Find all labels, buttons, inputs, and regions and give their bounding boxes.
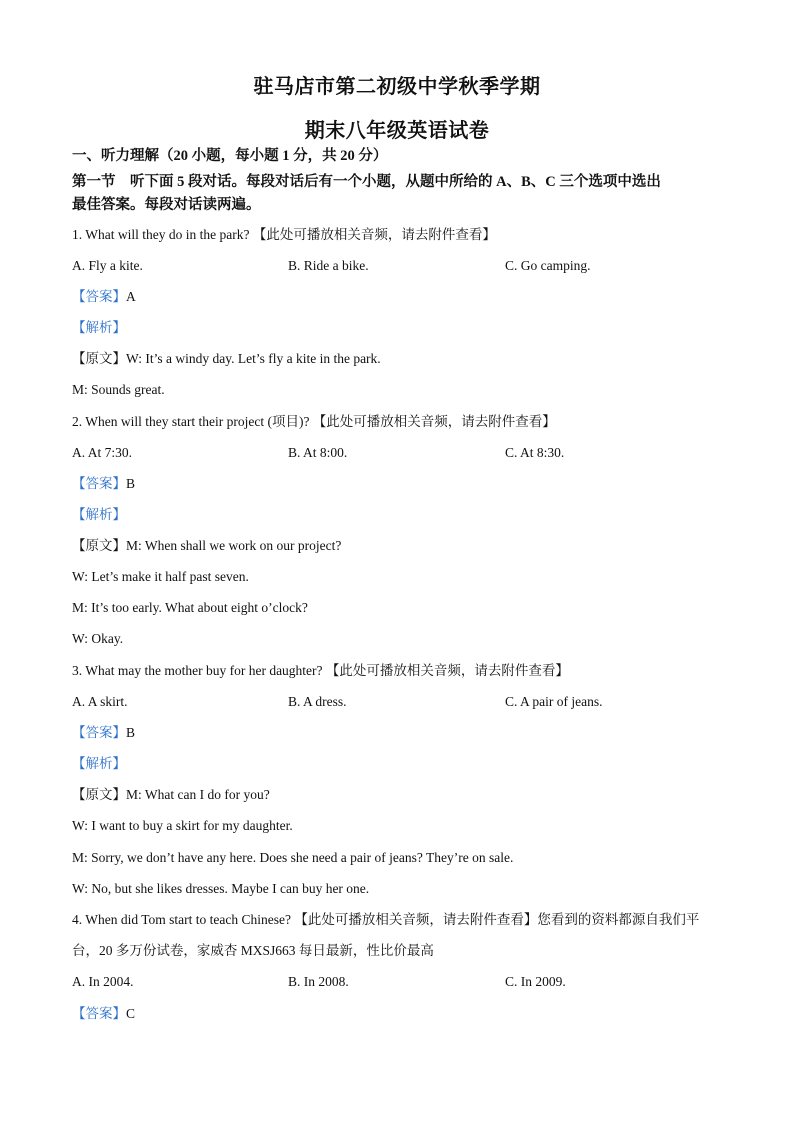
original-label: 【原文】 [72,538,126,553]
q3-option-b: B. A dress. [288,694,347,709]
q2-analysis-label: 【解析】 [72,507,126,522]
answer-value: B [126,725,136,740]
question-3: 3. What may the mother buy for her daughter? 【此处可播放相关音频，请去附件查看】 [72,663,569,678]
original-text: M: When shall we work on our project? [126,538,342,553]
question-1: 1. What will they do in the park? 【此处可播放相关音频，请去附件查看】 [72,227,496,242]
q3-analysis-label: 【解析】 [72,756,126,771]
answer-label: 【答案】 [72,476,126,491]
q1-option-c: C. Go camping. [505,258,591,273]
q1-option-b: B. Ride a bike. [288,258,369,273]
q1-analysis-label: 【解析】 [72,320,126,335]
original-text: M: What can I do for you? [126,787,270,802]
q2-answer [72,474,732,494]
q2-original-3: M: It’s too early. What about eight o’clock? [72,600,308,615]
q1-answer [72,287,732,307]
q2-original-2: W: Let’s make it half past seven. [72,569,249,584]
question-4: 4. When did Tom start to teach Chinese? 【此处可播放相关音频，请去附件查看】您看到的资料都源自我们平 [72,912,700,927]
q2-option-b: B. At 8:00. [288,445,348,460]
q2-option-a: A. At 7:30. [72,445,133,460]
q2-original-4: W: Okay. [72,631,124,646]
answer-label: 【答案】 [72,725,126,740]
answer-value: B [126,476,136,491]
q4-option-b: B. In 2008. [288,974,349,989]
q3-original-2: W: I want to buy a skirt for my daughter. [72,818,293,833]
q2-option-c: C. At 8:30. [505,445,565,460]
answer-value: A [126,289,136,304]
answer-label: 【答案】 [72,289,126,304]
question-2: 2. When will they start their project (项目)? 【此处可播放相关音频，请去附件查看】 [72,414,556,429]
q2-original-1 [72,536,732,556]
question-4-continued: 台，20 多万份试卷，家威杏 MXSJ663 每日最新，性比价最高 [72,943,434,958]
answer-label: 【答案】 [72,1006,126,1021]
q4-option-c: C. In 2009. [505,974,566,989]
section-instruction-line2: 最佳答案。每段对话读两遍。 [72,197,261,213]
section-heading: 一、听力理解（20 小题，每小题 1 分，共 20 分） [72,148,388,164]
q3-original-3: M: Sorry, we don’t have any here. Does she need a pair of jeans? They’re on sale. [72,850,514,865]
q1-original-1 [72,349,732,369]
original-label: 【原文】 [72,351,126,366]
exam-title: 驻马店市第二初级中学秋季学期 [253,76,541,98]
q3-option-c: C. A pair of jeans. [505,694,603,709]
original-label: 【原文】 [72,787,126,802]
answer-value: C [126,1006,136,1021]
q4-answer [72,1004,732,1024]
section-instruction-line1: 第一节 听下面 5 段对话。每段对话后有一个小题，从题中所给的 A、B、C 三个选项中选出 [72,174,661,190]
original-text: W: It’s a windy day. Let’s fly a kite in the park. [126,351,381,366]
q3-original-1 [72,785,732,805]
q3-option-a: A. A skirt. [72,694,128,709]
q3-original-4: W: No, but she likes dresses. Maybe I can buy her one. [72,881,370,896]
q1-option-a: A. Fly a kite. [72,258,143,273]
q4-option-a: A. In 2004. [72,974,134,989]
exam-subtitle: 期末八年级英语试卷 [304,120,490,142]
q1-original-2: M: Sounds great. [72,382,165,397]
q3-answer [72,723,732,743]
